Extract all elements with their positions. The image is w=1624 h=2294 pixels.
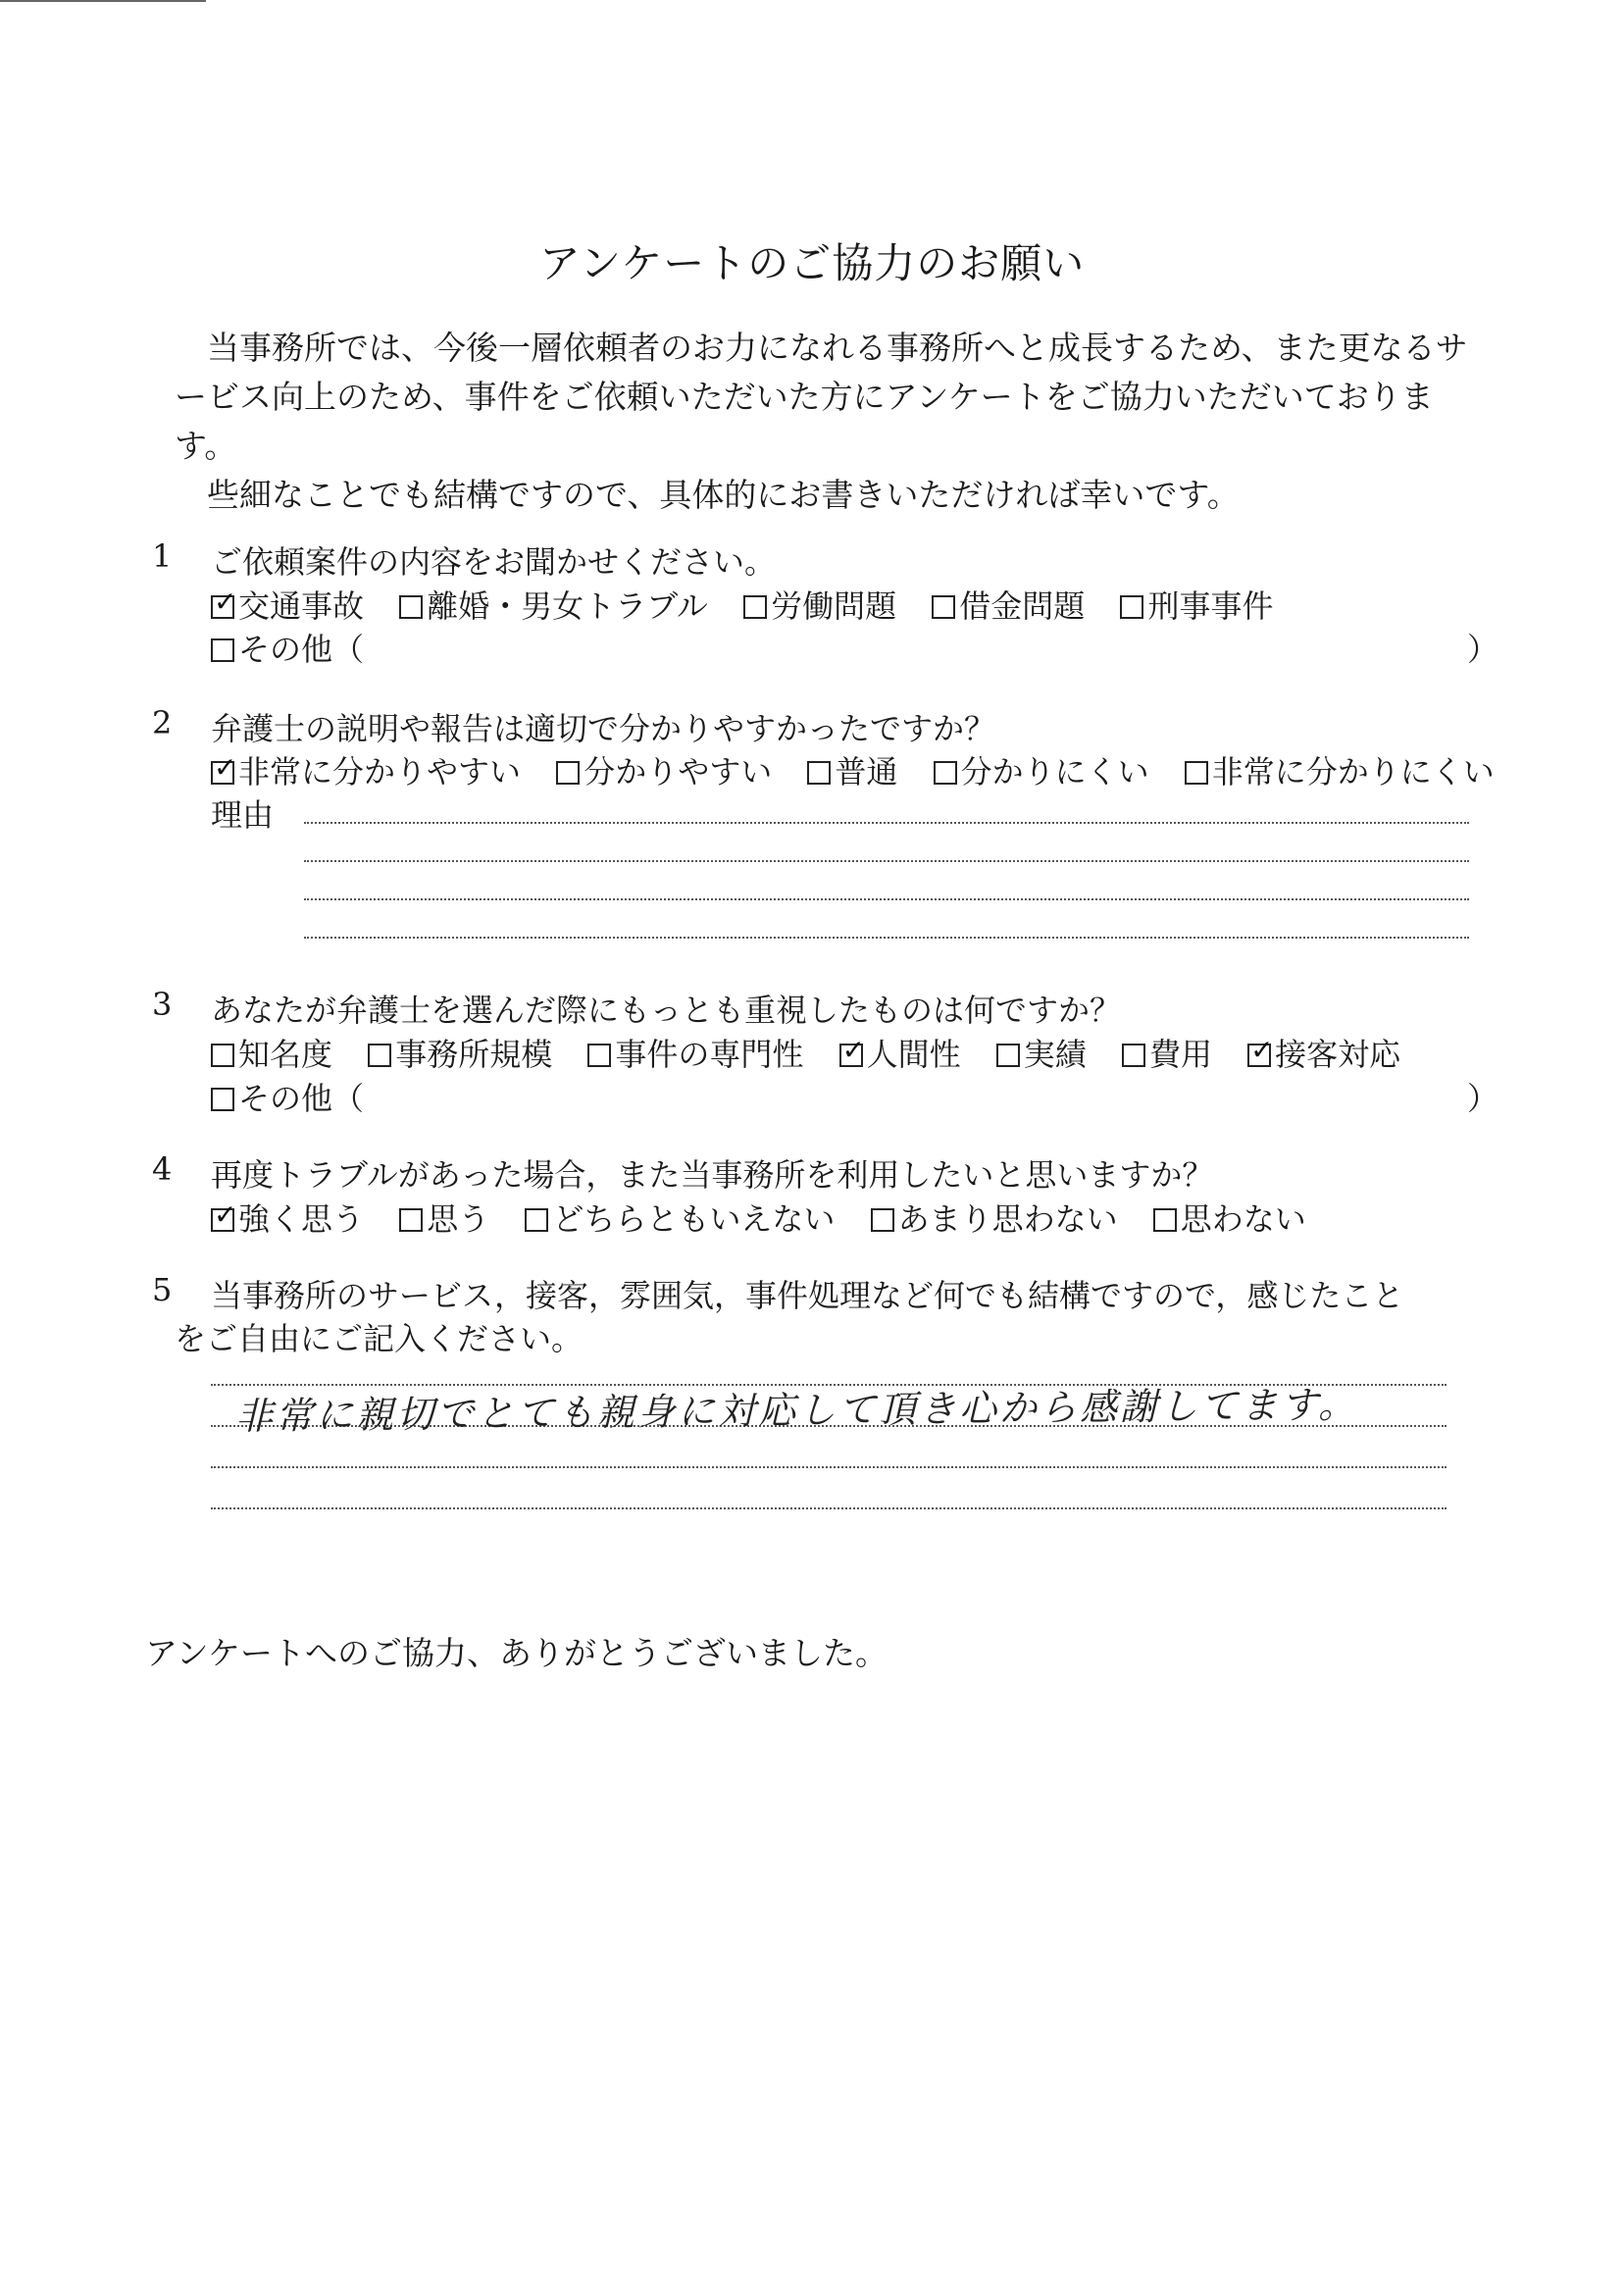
option-other[interactable] (211, 1074, 364, 1119)
option-yes[interactable] (399, 1195, 489, 1240)
question-text: 再度トラブルがあった場合，また当事務所を利用したいと思いますか？ (211, 1156, 1214, 1194)
option-label: 分かりにくい (960, 753, 1149, 790)
option-normal[interactable] (807, 747, 897, 792)
question-text-line-2: をご自由にご記入ください。 (175, 1320, 584, 1357)
option-label: 離婚・男女トラブル (427, 587, 708, 625)
question-text: ご依頼案件の内容をお聞かせください。 (211, 543, 777, 581)
intro-text (175, 324, 1489, 520)
question-text-line-1: 当事務所のサービス，接客，雰囲気，事件処理など何でも結構ですので，感じたこと (211, 1277, 1404, 1314)
option-neutral[interactable] (525, 1195, 835, 1240)
option-label: 思わない (1180, 1200, 1306, 1238)
option-label: 強く思う (238, 1200, 365, 1238)
answer-line[interactable] (211, 1466, 1446, 1468)
option-label: 刑事事件 (1147, 587, 1274, 625)
question-number: 5 (152, 1271, 173, 1308)
answer-line[interactable] (211, 1507, 1446, 1509)
option-cost[interactable] (1122, 1030, 1212, 1075)
checkbox-icon[interactable] (743, 595, 767, 619)
checkbox-icon[interactable] (525, 1208, 548, 1232)
option-track-record[interactable] (996, 1030, 1087, 1075)
checkbox-icon[interactable] (1185, 761, 1208, 785)
option-service[interactable] (1247, 1030, 1400, 1075)
option-fame[interactable] (211, 1030, 332, 1075)
checkbox-icon[interactable] (1247, 1044, 1271, 1067)
intro-paragraph-1: 当事務所では、今後一層依頼者のお力になれる事務所へと成長するため、また更なるサービス向上のため、事件をご依頼いただいた方にアンケートをご協力いただいております。 (175, 329, 1468, 465)
question-text: あなたが弁護士を選んだ際にもっとも重視したものは何ですか？ (211, 992, 1122, 1029)
other-row (211, 1074, 389, 1119)
option-label: 事件の専門性 (615, 1036, 804, 1073)
checkbox-icon[interactable] (399, 1208, 423, 1232)
option-label: 実績 (1023, 1036, 1087, 1073)
option-row (211, 747, 1520, 792)
option-firm-size[interactable] (368, 1030, 552, 1075)
checkbox-icon[interactable] (1153, 1208, 1177, 1232)
option-label: その他（ (238, 631, 365, 668)
option-very-clear[interactable] (211, 747, 521, 792)
option-labor[interactable] (743, 582, 896, 627)
other-row (211, 625, 389, 670)
checkbox-icon[interactable] (839, 1044, 863, 1067)
option-row (211, 1030, 1426, 1075)
reason-line[interactable] (304, 822, 1469, 824)
checkbox-icon[interactable] (399, 595, 423, 619)
option-personality[interactable] (839, 1030, 961, 1075)
option-label: 分かりやすい (584, 753, 773, 790)
question-number: 1 (152, 537, 173, 575)
close-paren: ） (1467, 631, 1499, 668)
option-strongly-yes[interactable] (211, 1195, 364, 1240)
question-number: 3 (152, 986, 173, 1023)
reason-line[interactable] (304, 898, 1469, 900)
reason-line[interactable] (304, 860, 1469, 862)
checkbox-icon[interactable] (934, 761, 957, 785)
option-label: 普通 (835, 753, 898, 790)
scan-edge-line (0, 0, 206, 2)
option-label: 接客対応 (1275, 1036, 1401, 1073)
checkbox-icon[interactable] (211, 1044, 234, 1067)
checkbox-icon[interactable] (368, 1044, 391, 1067)
close-paren: ） (1467, 1080, 1499, 1117)
reason-label: 理由 (211, 796, 275, 834)
option-very-unclear[interactable] (1185, 747, 1495, 792)
option-clear[interactable] (556, 747, 772, 792)
option-label: どちらともいえない (552, 1200, 836, 1238)
option-no[interactable] (1153, 1195, 1306, 1240)
option-label: 非常に分かりやすい (238, 753, 522, 790)
checkbox-icon[interactable] (211, 1088, 234, 1111)
option-traffic-accident[interactable] (211, 582, 364, 627)
question-text: 弁護士の説明や報告は適切で分かりやすかったですか？ (211, 710, 996, 747)
option-label: 費用 (1148, 1036, 1212, 1073)
option-label: 労働問題 (771, 587, 897, 625)
checkbox-icon[interactable] (996, 1044, 1020, 1067)
option-label: その他（ (238, 1080, 365, 1117)
option-label: 人間性 (866, 1036, 961, 1073)
page-title: アンケートのご協力のお願い (538, 239, 1086, 287)
handwritten-answer: 非常に親切でとても親身に対応して頂き心から感謝してます。 (234, 1383, 1359, 1438)
option-unclear[interactable] (934, 747, 1149, 792)
checkbox-icon[interactable] (871, 1208, 894, 1232)
option-criminal[interactable] (1120, 582, 1273, 627)
checkbox-icon[interactable] (1120, 595, 1143, 619)
checkbox-icon[interactable] (1122, 1044, 1145, 1067)
option-row (211, 1195, 1332, 1240)
option-label: 非常に分かりにくい (1211, 753, 1495, 790)
option-label: 思う (427, 1200, 490, 1238)
closing-thanks: アンケートへのご協力、ありがとうございました。 (145, 1634, 888, 1672)
reason-line[interactable] (304, 937, 1469, 939)
option-row (211, 582, 1298, 627)
checkbox-icon[interactable] (556, 761, 580, 785)
option-other[interactable] (211, 625, 364, 670)
option-label: 事務所規模 (395, 1036, 553, 1073)
checkbox-icon[interactable] (211, 595, 234, 619)
checkbox-icon[interactable] (211, 1208, 234, 1232)
question-number: 4 (152, 1150, 173, 1188)
intro-paragraph-2: 些細なことでも結構ですので、具体的にお書きいただければ幸いです。 (207, 476, 1240, 514)
option-label: 知名度 (238, 1036, 333, 1073)
checkbox-icon[interactable] (211, 638, 234, 662)
option-debt[interactable] (932, 582, 1085, 627)
option-label: あまり思わない (897, 1200, 1118, 1238)
option-label: 交通事故 (238, 587, 365, 625)
question-number: 2 (152, 704, 173, 741)
checkbox-icon[interactable] (932, 595, 955, 619)
checkbox-icon[interactable] (807, 761, 831, 785)
checkbox-icon[interactable] (211, 761, 234, 785)
option-not-really[interactable] (871, 1195, 1118, 1240)
option-divorce[interactable] (399, 582, 708, 627)
checkbox-icon[interactable] (587, 1044, 611, 1067)
option-expertise[interactable] (587, 1030, 803, 1075)
option-label: 借金問題 (959, 587, 1086, 625)
